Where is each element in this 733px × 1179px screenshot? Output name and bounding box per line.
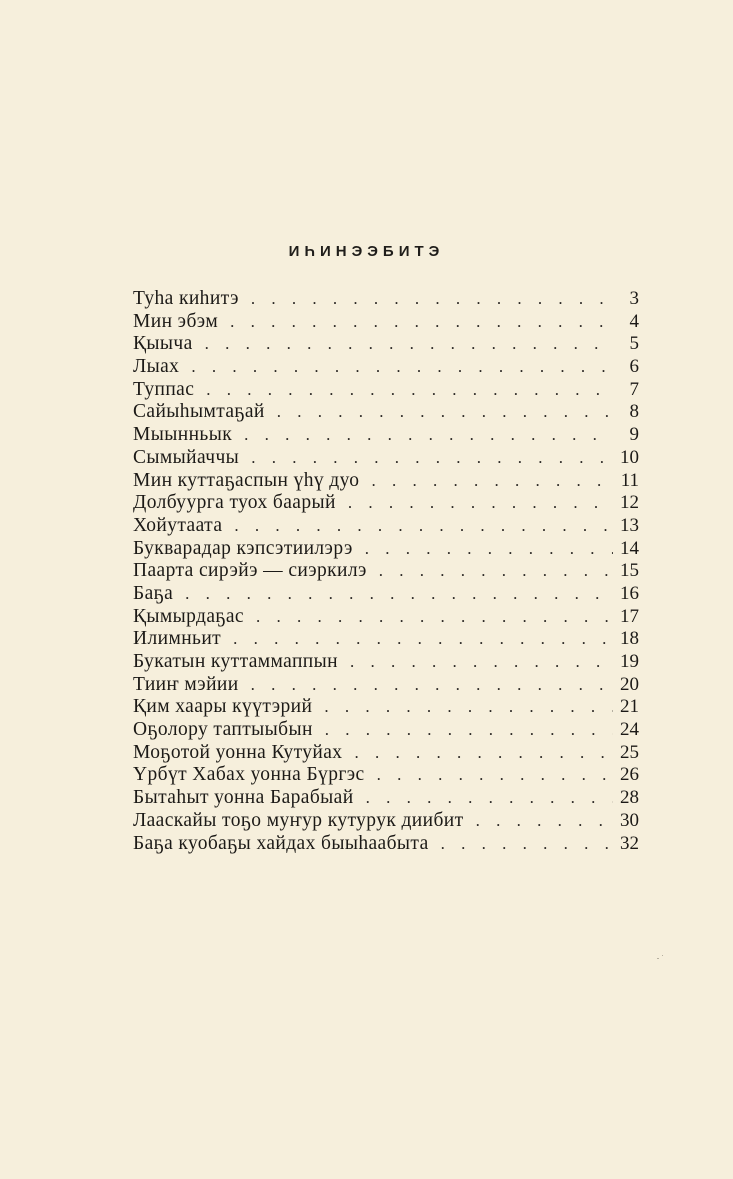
dot-leader (336, 492, 613, 515)
entry-title: Сайыһымтаҕай (133, 401, 265, 423)
dot-leader (239, 447, 613, 470)
entry-title: Мин куттаҕаспын үһү дуо (133, 469, 360, 491)
entry-page-number: 19 (620, 651, 639, 672)
dot-leader (354, 787, 613, 810)
entry-page-number: 17 (620, 605, 639, 627)
toc-entry (133, 379, 639, 402)
toc-entry (133, 651, 639, 674)
dot-leader (232, 424, 613, 447)
entry-page-number: 14 (620, 537, 639, 559)
page-title: ИҺИНЭЭБИТЭ (288, 243, 445, 260)
dot-leader (312, 696, 613, 719)
dot-leader (218, 311, 613, 334)
entry-title: Оҕолору таптыыбын (133, 719, 313, 741)
toc-entry (133, 696, 639, 719)
entry-page-number: 8 (629, 401, 639, 423)
toc-entry (133, 333, 639, 356)
dot-leader (353, 538, 613, 561)
entry-title: Үрбүт Хабах уонна Бүргэс (133, 764, 365, 786)
dot-leader (365, 764, 613, 787)
entry-page-number: 25 (620, 741, 639, 763)
entry-title: Букварадар кэпсэтиилэрэ (133, 537, 353, 559)
toc-entry (133, 674, 639, 697)
entry-title: Хойутаата (133, 514, 223, 536)
toc-entry (133, 560, 639, 583)
entry-title: Қим хаары күүтэрий (133, 696, 313, 718)
entry-title: Баҕа (133, 582, 174, 604)
dot-leader (359, 470, 613, 493)
entry-title: Долбуурга туох баарый (133, 492, 336, 514)
entry-page-number: 26 (620, 764, 639, 786)
entry-title: Букатын куттаммаппын (133, 651, 338, 672)
dot-leader (265, 401, 613, 424)
entry-page-number: 21 (620, 696, 639, 718)
entry-page-number: 15 (620, 560, 639, 582)
entry-page-number: 13 (620, 514, 639, 536)
dot-leader (193, 333, 613, 356)
entry-title: Мин эбэм (133, 310, 219, 332)
toc-entry (133, 833, 639, 856)
entry-title: Илимньит (133, 628, 222, 650)
dot-leader (221, 628, 613, 651)
entry-title: Қымырдаҕас (133, 605, 244, 627)
toc-entry (133, 583, 639, 606)
toc-entry (133, 515, 639, 538)
dot-leader (429, 833, 613, 856)
toc-entry (133, 628, 639, 651)
entry-page-number: 20 (620, 673, 639, 695)
entry-title: Қыыча (133, 333, 193, 355)
dot-leader (338, 651, 613, 674)
toc-entry (133, 401, 639, 424)
entry-title: Мыынньык (133, 424, 233, 446)
entry-page-number: 30 (620, 809, 639, 831)
entry-page-number: 28 (620, 787, 639, 809)
entry-title: Сымыйаччы (133, 446, 240, 468)
toc-entry (133, 447, 639, 470)
dot-leader (367, 560, 613, 583)
toc-entry (133, 288, 639, 311)
toc-entry (133, 470, 639, 493)
entry-page-number: 18 (620, 628, 639, 650)
paper-speck (657, 958, 659, 959)
toc-entry (133, 719, 639, 742)
toc-entry (133, 492, 639, 515)
dot-leader (313, 719, 613, 742)
toc-entry (133, 356, 639, 379)
toc-entry (133, 764, 639, 787)
dot-leader (342, 742, 613, 765)
toc-entry (133, 311, 639, 334)
entry-page-number: 32 (620, 832, 639, 854)
dot-leader (464, 810, 613, 833)
entry-page-number: 9 (629, 424, 639, 446)
entry-title: Бытаһыт уонна Барабыай (133, 787, 354, 809)
entry-page-number: 10 (620, 446, 639, 468)
dot-leader (244, 606, 613, 629)
dot-leader (239, 674, 613, 697)
entry-title: Туппас (133, 378, 195, 400)
entry-title: Туһа киһитэ (133, 288, 239, 309)
toc-entry (133, 606, 639, 629)
entry-title: Тииҥ мэйии (133, 673, 239, 695)
toc-entry (133, 742, 639, 765)
entry-page-number: 12 (620, 492, 639, 514)
dot-leader (173, 583, 613, 606)
entry-title: Лааскайы тоҕо муҥур кутурук диибит (133, 809, 464, 831)
dot-leader (239, 288, 613, 311)
table-of-contents (133, 288, 639, 855)
dot-leader (222, 515, 613, 538)
entry-title: Паарта сирэйэ — сиэркилэ (133, 560, 367, 582)
entry-page-number: 7 (629, 378, 639, 400)
entry-page-number: 4 (629, 310, 639, 332)
entry-title: Лыах (133, 356, 180, 378)
entry-page-number: 24 (620, 719, 639, 741)
toc-entry (133, 538, 639, 561)
entry-title: Моҕотой уонна Кутуйах (133, 741, 343, 763)
entry-page-number: 6 (629, 356, 639, 378)
entry-page-number: 16 (620, 582, 639, 604)
entry-title: Баҕа куобаҕы хайдах быыһаабыта (133, 832, 429, 854)
entry-page-number: 11 (620, 469, 639, 491)
dot-leader (179, 356, 613, 379)
dot-leader (194, 379, 613, 402)
toc-entry (133, 787, 639, 810)
paper-speck (662, 955, 663, 956)
toc-entry (133, 424, 639, 447)
entry-page-number: 3 (629, 288, 639, 309)
toc-entry (133, 810, 639, 833)
entry-page-number: 5 (629, 333, 639, 355)
